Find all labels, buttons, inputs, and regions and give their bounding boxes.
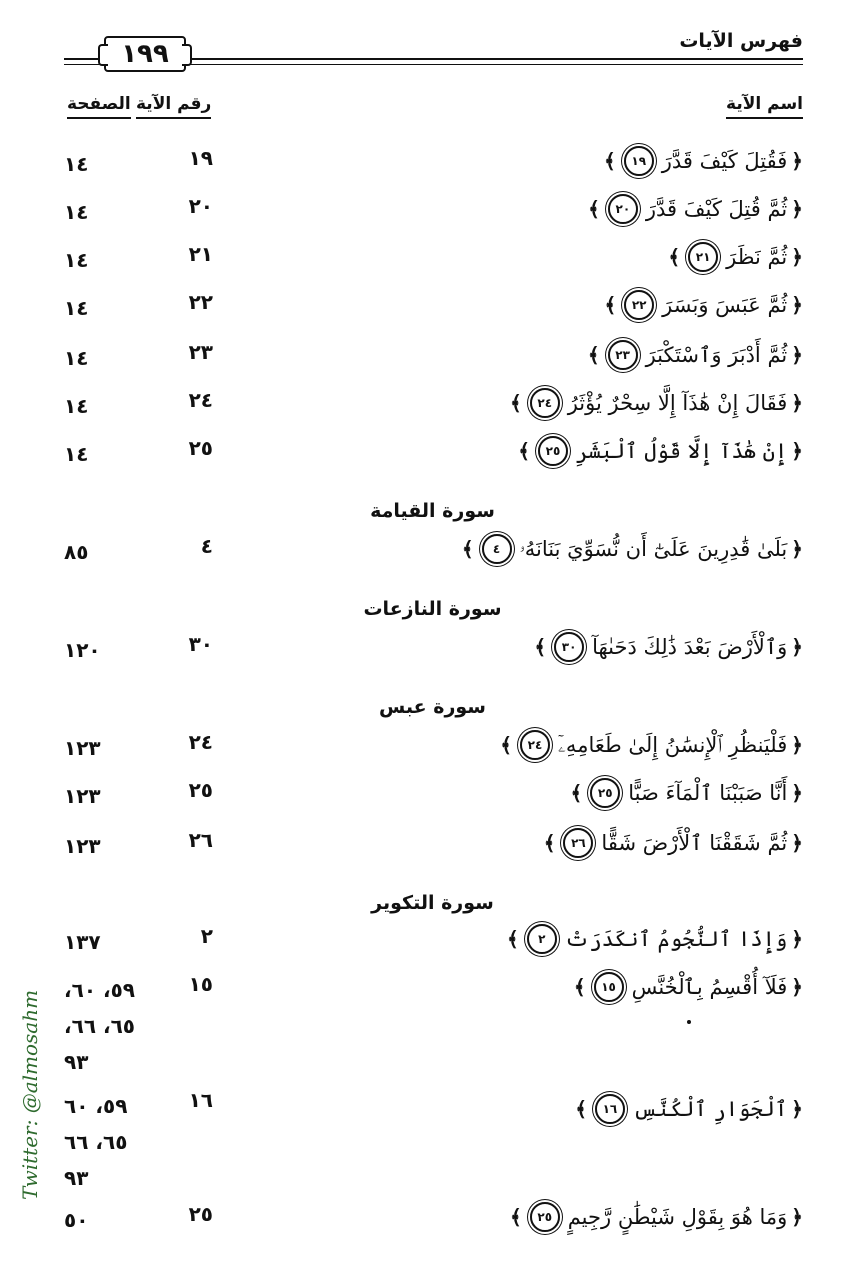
surah-heading: سورة النازعات bbox=[363, 598, 502, 620]
verse-words: أَنَّا صَبَبْنَا ٱلْمَآءَ صَبًّا bbox=[628, 781, 788, 805]
column-header-verse: اسم الآية bbox=[726, 94, 803, 119]
page-ref: ١٤ bbox=[64, 296, 89, 320]
page-ref: ٦٥، ٦٦، bbox=[64, 1014, 136, 1038]
verse-text bbox=[604, 290, 803, 320]
ayah-number: ٢١ bbox=[188, 242, 213, 266]
ayah-number-medallion: ٢٠ bbox=[608, 194, 638, 224]
verse-text bbox=[462, 534, 803, 564]
page-ref: ١٤ bbox=[64, 442, 89, 466]
bracket-close: ﴾ bbox=[668, 245, 681, 269]
page-refs bbox=[64, 972, 135, 1080]
page-ref: ١٢٣ bbox=[64, 736, 101, 760]
page-refs bbox=[64, 778, 101, 814]
table-row bbox=[0, 534, 865, 574]
column-header-ayah-number: رقم الآية bbox=[136, 94, 211, 119]
page-refs bbox=[64, 924, 101, 960]
verse-text bbox=[668, 242, 803, 272]
verse-text bbox=[510, 388, 803, 418]
bracket-open: ﴿ bbox=[791, 635, 803, 659]
bracket-open: ﴿ bbox=[791, 781, 803, 805]
bracket-open: ﴿ bbox=[791, 391, 803, 415]
page-ref: ١٢٣ bbox=[64, 834, 101, 858]
page-ref: ٦٥، ٦٦ bbox=[64, 1130, 128, 1154]
table-row bbox=[0, 1088, 865, 1198]
page-refs bbox=[64, 632, 101, 668]
ayah-number-medallion: ٢ bbox=[527, 924, 557, 954]
verse-text bbox=[574, 972, 803, 1002]
watermark: Twitter: @almosahm bbox=[18, 989, 42, 1200]
page-refs bbox=[64, 1088, 127, 1196]
ayah-number: ٤ bbox=[200, 534, 213, 558]
ayah-number-medallion: ١٥ bbox=[594, 972, 624, 1002]
bracket-close: ﴾ bbox=[507, 927, 519, 951]
page-ref: ١٢٠ bbox=[64, 638, 101, 662]
bracket-close: ﴾ bbox=[518, 439, 530, 463]
verse-words: ثُمَّ أَدْبَرَ وَٱسْتَكْبَرَ bbox=[645, 343, 788, 367]
bracket-close: ﴾ bbox=[543, 831, 556, 855]
verse-text bbox=[571, 778, 803, 808]
verse-words: إِنْ هَٰذَآ إِلَّا قَوْلُ ٱلْبَشَرِ bbox=[576, 439, 788, 463]
page-ref: ١٤ bbox=[64, 200, 89, 224]
ayah-number: ٢٢ bbox=[188, 290, 213, 314]
page-ref: ١٢٣ bbox=[64, 784, 101, 808]
page-ref: ١٤ bbox=[64, 346, 89, 370]
table-row bbox=[0, 828, 865, 868]
verse-text bbox=[575, 1094, 803, 1124]
ayah-number-medallion: ٤ bbox=[482, 534, 512, 564]
page-ref: ٨٥ bbox=[64, 540, 89, 564]
page-ref: ٩٣ bbox=[64, 1050, 89, 1074]
verse-text bbox=[604, 146, 803, 176]
table-row bbox=[0, 242, 865, 282]
ayah-number: ٢٠ bbox=[188, 194, 213, 218]
page-refs bbox=[64, 730, 101, 766]
bracket-open: ﴿ bbox=[791, 293, 803, 317]
verse-words: فَقُتِلَ كَيْفَ قَدَّرَ bbox=[661, 149, 788, 173]
verse-text bbox=[544, 828, 803, 858]
table-row bbox=[0, 290, 865, 330]
bracket-close: ﴾ bbox=[510, 391, 522, 415]
ayah-number: ٢٤ bbox=[188, 730, 213, 754]
page-title: فهرس الآيات bbox=[679, 30, 803, 52]
page-ref: ٥٩، ٦٠ bbox=[64, 1094, 128, 1118]
verse-text bbox=[510, 1202, 803, 1232]
bracket-close: ﴾ bbox=[509, 1205, 522, 1229]
verse-words: وَإِذَا ٱلنُّجُومُ ٱنكَدَرَتْ bbox=[564, 927, 788, 951]
verse-words: وَمَا هُوَ بِقَوْلِ شَيْطَٰنٍ رَّجِيمٍ bbox=[567, 1205, 788, 1229]
ayah-number: ٢٣ bbox=[188, 340, 213, 364]
verse-words: ٱلْجَوَارِ ٱلْكُنَّسِ bbox=[632, 1097, 788, 1121]
bracket-open: ﴿ bbox=[791, 1205, 803, 1229]
verse-text bbox=[518, 436, 803, 466]
page-ref: ٩٣ bbox=[64, 1166, 89, 1190]
surah-heading: سورة القيامة bbox=[370, 500, 495, 522]
page-refs bbox=[64, 534, 88, 570]
page-refs bbox=[64, 1202, 88, 1238]
ayah-number: ٢٤ bbox=[188, 388, 213, 412]
page-refs bbox=[64, 340, 88, 376]
page-refs bbox=[64, 388, 88, 424]
bracket-close: ﴾ bbox=[534, 635, 547, 659]
bracket-close: ﴾ bbox=[604, 293, 617, 317]
page-number: ١٩٩ bbox=[104, 36, 186, 72]
header-rule bbox=[188, 64, 803, 65]
ayah-number-medallion: ٣٠ bbox=[554, 632, 584, 662]
bracket-open: ﴿ bbox=[791, 439, 803, 463]
page-ref: ١٤ bbox=[64, 394, 89, 418]
table-row bbox=[0, 730, 865, 770]
table-row bbox=[0, 1202, 865, 1242]
page-refs bbox=[64, 436, 88, 472]
table-row bbox=[0, 340, 865, 380]
ayah-number: ١٩ bbox=[188, 146, 213, 170]
bracket-close: ﴾ bbox=[570, 781, 583, 805]
surah-heading: سورة التكوير bbox=[371, 892, 494, 914]
verse-text bbox=[534, 632, 803, 662]
bracket-open: ﴿ bbox=[791, 197, 803, 221]
bracket-open: ﴿ bbox=[791, 975, 803, 999]
header-rule bbox=[64, 58, 100, 60]
table-row bbox=[0, 924, 865, 964]
ayah-number-medallion: ٢٢ bbox=[624, 290, 654, 320]
bracket-open: ﴿ bbox=[791, 927, 803, 951]
ayah-number-medallion: ٢٥ bbox=[538, 436, 568, 466]
page-refs bbox=[64, 290, 88, 326]
verse-words: ثُمَّ شَقَقْنَا ٱلْأَرْضَ شَقًّا bbox=[601, 831, 788, 855]
verse-words: فَلْيَنظُرِ ٱلْإِنسَٰنُ إِلَىٰ طَعَامِهِۦٓ bbox=[557, 732, 788, 757]
bracket-close: ﴾ bbox=[500, 733, 512, 757]
verse-words: ثُمَّ قُتِلَ كَيْفَ قَدَّرَ bbox=[645, 197, 788, 221]
ayah-number-medallion: ١٩ bbox=[624, 146, 654, 176]
ayah-number-medallion: ١٦ bbox=[595, 1094, 625, 1124]
ayah-number: ٢٥ bbox=[188, 778, 213, 802]
ayah-number-medallion: ٢٥ bbox=[590, 778, 620, 808]
bracket-close: ﴾ bbox=[461, 537, 474, 561]
ayah-number-medallion: ٢٦ bbox=[563, 828, 593, 858]
ayah-number-medallion: ٢٣ bbox=[608, 340, 638, 370]
ayah-number: ١٦ bbox=[188, 1088, 213, 1112]
page-ref: ١٤ bbox=[64, 248, 89, 272]
page-refs bbox=[64, 828, 101, 864]
verse-text bbox=[588, 340, 803, 370]
bracket-open: ﴿ bbox=[791, 149, 803, 173]
page-refs bbox=[64, 242, 88, 278]
page-ref: ٥٠ bbox=[64, 1208, 89, 1232]
bracket-close: ﴾ bbox=[604, 149, 616, 173]
ayah-number: ٣٠ bbox=[188, 632, 213, 656]
verse-words: بَلَىٰ قَٰدِرِينَ عَلَىٰٓ أَن نُّسَوِّيَ بَنَانَهُۥ bbox=[519, 536, 788, 561]
bracket-open: ﴿ bbox=[791, 537, 803, 561]
ayah-number: ٢٥ bbox=[188, 436, 213, 460]
column-header-page: الصفحة bbox=[67, 94, 131, 119]
ayah-number: ١٥ bbox=[188, 972, 213, 996]
bracket-open: ﴿ bbox=[791, 245, 803, 269]
verse-words: فَلَآ أُقْسِمُ بِٱلْخُنَّسِ bbox=[631, 975, 788, 999]
verse-words: فَقَالَ إِنْ هَٰذَآ إِلَّا سِحْرٌ يُؤْثَرُ bbox=[567, 391, 788, 415]
bracket-open: ﴿ bbox=[791, 343, 803, 367]
ayah-number-medallion: ٢٥ bbox=[530, 1202, 560, 1232]
bracket-close: ﴾ bbox=[588, 197, 600, 221]
ayah-number-medallion: ٢٤ bbox=[530, 388, 560, 418]
bracket-open: ﴿ bbox=[791, 831, 803, 855]
verse-text bbox=[500, 730, 803, 760]
verse-text bbox=[588, 194, 803, 224]
verse-words: وَٱلْأَرْضَ بَعْدَ ذَٰلِكَ دَحَىٰهَآ bbox=[592, 635, 788, 659]
ayah-number-medallion: ٢٤ bbox=[520, 730, 550, 760]
page-refs bbox=[64, 146, 88, 182]
page-ref: ١٣٧ bbox=[64, 930, 101, 954]
table-row bbox=[0, 194, 865, 234]
table-row bbox=[0, 972, 865, 1082]
table-row bbox=[0, 146, 865, 186]
page-ref: ٥٩، ٦٠، bbox=[64, 978, 136, 1002]
table-row bbox=[0, 388, 865, 428]
table-row bbox=[0, 778, 865, 818]
bracket-close: ﴾ bbox=[573, 975, 586, 999]
ayah-number: ٢٥ bbox=[188, 1202, 213, 1226]
table-row bbox=[0, 632, 865, 672]
bracket-close: ﴾ bbox=[575, 1097, 587, 1121]
stray-dot bbox=[687, 1020, 691, 1024]
bracket-close: ﴾ bbox=[587, 343, 600, 367]
verse-words: ثُمَّ عَبَسَ وَبَسَرَ bbox=[662, 293, 788, 317]
ayah-number: ٢ bbox=[200, 924, 213, 948]
verse-words: ثُمَّ نَظَرَ bbox=[726, 245, 788, 269]
table-row bbox=[0, 436, 865, 476]
surah-heading: سورة عبس bbox=[379, 696, 486, 718]
bracket-open: ﴿ bbox=[791, 733, 803, 757]
verse-text bbox=[507, 924, 803, 954]
bracket-open: ﴿ bbox=[791, 1097, 803, 1121]
header-rule bbox=[188, 58, 803, 60]
ayah-number-medallion: ٢١ bbox=[688, 242, 718, 272]
ayah-number: ٢٦ bbox=[188, 828, 213, 852]
page-ref: ١٤ bbox=[64, 152, 89, 176]
page-refs bbox=[64, 194, 88, 230]
header-rule bbox=[64, 64, 100, 65]
